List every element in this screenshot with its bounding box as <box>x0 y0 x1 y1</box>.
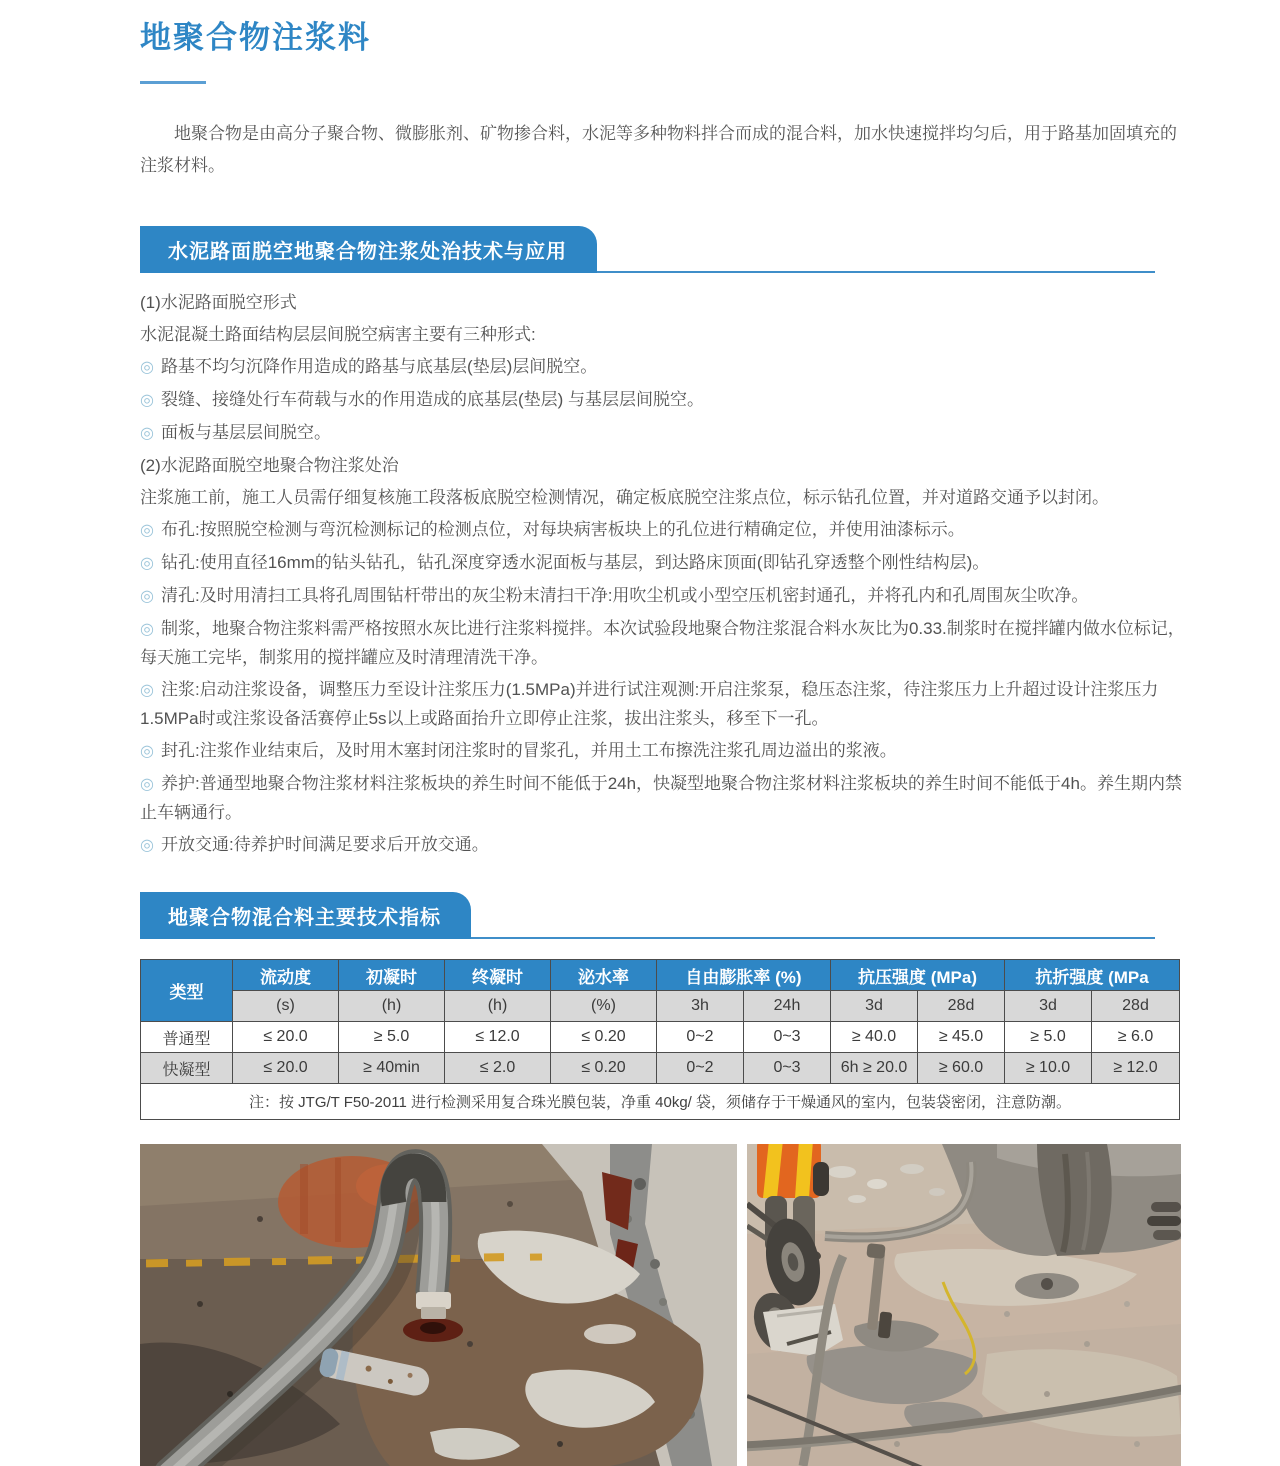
table-group-header: 抗折强度 (MPa <box>1005 960 1180 991</box>
section2-banner-row <box>140 892 1155 939</box>
table-unit-cell: 3d <box>831 991 918 1022</box>
spec-table <box>140 959 1180 1120</box>
table-value-cell: 0~3 <box>744 1053 831 1084</box>
table-value-cell: ≥ 40min <box>339 1053 445 1084</box>
bullet-icon: ◎ <box>140 837 154 854</box>
table-unit-cell: (h) <box>445 991 551 1022</box>
section1-banner-row <box>140 226 1155 273</box>
body-paragraph: ◎ 开放交通:待养护时间满足要求后开放交通。 <box>140 835 489 854</box>
table-value-cell: ≤ 2.0 <box>445 1053 551 1084</box>
body-paragraph: 水泥混凝土路面结构层层间脱空病害主要有三种形式: <box>140 325 536 344</box>
table-unit-cell: 28d <box>1092 991 1180 1022</box>
photo-grouting-site <box>747 1144 1181 1466</box>
body-paragraph: ◎ 清孔:及时用清扫工具将孔周围钻杆带出的灰尘粉末清扫干净:用吹尘机或小型空压机密封通孔，并将孔内和孔周围灰尘吹净。 <box>140 586 1089 605</box>
table-unit-cell: (s) <box>233 991 339 1022</box>
section2-banner: 地聚合物混合料主要技术指标 <box>140 892 471 939</box>
pavement-grouting-illustration <box>140 1144 737 1466</box>
table-units-row <box>141 991 1180 1022</box>
table-group-header: 抗压强度 (MPa) <box>831 960 1005 991</box>
table-value-cell: ≤ 0.20 <box>551 1053 657 1084</box>
body-paragraph: ◎ 注浆:启动注浆设备，调整压力至设计注浆压力(1.5MPa)并进行试注观测:开启注浆泵，稳压态注浆，待注浆压力上升超过设计注浆压力1.5MPa时或注浆设备活赛停止5s以上或路面抬升立即停止注浆，拔出注浆头，移至下一孔。 <box>140 680 1159 728</box>
table-value-cell: ≥ 10.0 <box>1005 1053 1092 1084</box>
table-unit-cell: (%) <box>551 991 657 1022</box>
title-underline <box>140 81 206 84</box>
table-value-cell: ≤ 20.0 <box>233 1053 339 1084</box>
section1-banner: 水泥路面脱空地聚合物注浆处治技术与应用 <box>140 226 597 273</box>
section1-body <box>140 287 1185 862</box>
worksite-grouting-illustration <box>747 1144 1181 1466</box>
table-value-cell: ≥ 6.0 <box>1092 1022 1180 1053</box>
table-value-cell: 6h ≥ 20.0 <box>831 1053 918 1084</box>
body-paragraph: 注浆施工前，施工人员需仔细复核施工段落板底脱空检测情况，确定板底脱空注浆点位，标示钻孔位置，并对道路交通予以封闭。 <box>140 488 1109 507</box>
table-header-cell: 初凝时 <box>339 960 445 991</box>
bullet-icon: ◎ <box>140 743 154 760</box>
table-header-cell: 泌水率 <box>551 960 657 991</box>
table-value-cell: 0~2 <box>657 1022 744 1053</box>
bullet-icon: ◎ <box>140 776 154 793</box>
table-header-row <box>141 960 1180 991</box>
table-note-row <box>141 1084 1180 1120</box>
body-paragraph: ◎ 面板与基层层间脱空。 <box>140 423 331 442</box>
table-value-cell: ≥ 60.0 <box>918 1053 1005 1084</box>
intro-paragraph: 地聚合物是由高分子聚合物、微膨胀剂、矿物掺合料，水泥等多种物料拌合而成的混合料，加水快速搅拌均匀后，用于路基加固填充的注浆材料。 <box>140 124 1177 175</box>
table-value-cell: ≥ 5.0 <box>1005 1022 1092 1053</box>
bullet-icon: ◎ <box>140 682 154 699</box>
table-value-cell: ≥ 5.0 <box>339 1022 445 1053</box>
body-paragraph: ◎ 布孔:按照脱空检测与弯沉检测标记的检测点位，对每块病害板块上的孔位进行精确定位，并使用油漆标示。 <box>140 520 965 539</box>
bullet-icon: ◎ <box>140 522 154 539</box>
table-header-cell: 流动度 <box>233 960 339 991</box>
table-note: 注：按 JTG/T F50-2011 进行检测采用复合珠光膜包装，净重 40kg/ 袋，须储存于干燥通风的室内，包装袋密闭，注意防潮。 <box>141 1084 1180 1120</box>
table-row-label: 快凝型 <box>141 1053 233 1084</box>
bullet-icon: ◎ <box>140 588 154 605</box>
banner-underline <box>597 271 1155 273</box>
body-paragraph: ◎ 养护:普通型地聚合物注浆材料注浆板块的养生时间不能低于24h，快凝型地聚合物注浆材料注浆板块的养生时间不能低于4h。养生期内禁止车辆通行。 <box>140 774 1182 822</box>
body-paragraph: ◎ 制浆，地聚合物注浆料需严格按照水灰比进行注浆料搅拌。本次试验段地聚合物注浆混合料水灰比为0.33.制浆时在搅拌罐内做水位标记，每天施工完毕，制浆用的搅拌罐应及时清理清洗干净。 <box>140 619 1185 667</box>
table-value-cell: ≥ 40.0 <box>831 1022 918 1053</box>
body-paragraph: (1)水泥路面脱空形式 <box>140 293 297 312</box>
table-value-cell: 0~2 <box>657 1053 744 1084</box>
table-unit-cell: 28d <box>918 991 1005 1022</box>
body-paragraph: ◎ 钻孔:使用直径16mm的钻头钻孔，钻孔深度穿透水泥面板与基层，到达路床顶面(即钻孔穿透整个刚性结构层)。 <box>140 553 990 572</box>
bullet-icon: ◎ <box>140 425 154 442</box>
table-unit-cell: 24h <box>744 991 831 1022</box>
table-value-cell: ≤ 20.0 <box>233 1022 339 1053</box>
body-paragraph: (2)水泥路面脱空地聚合物注浆处治 <box>140 456 399 475</box>
body-paragraph: ◎ 路基不均匀沉降作用造成的路基与底基层(垫层)层间脱空。 <box>140 357 598 376</box>
banner-underline <box>471 937 1155 939</box>
table-value-cell: ≤ 0.20 <box>551 1022 657 1053</box>
bullet-icon: ◎ <box>140 555 154 572</box>
photo-grouting-point <box>140 1144 737 1466</box>
table-unit-cell: 3d <box>1005 991 1092 1022</box>
page-title: 地聚合物注浆料 <box>140 20 371 55</box>
table-value-cell: ≥ 12.0 <box>1092 1053 1180 1084</box>
bullet-icon: ◎ <box>140 392 154 409</box>
table-row <box>141 1022 1180 1053</box>
table-unit-cell: (h) <box>339 991 445 1022</box>
body-paragraph: ◎ 裂缝、接缝处行车荷载与水的作用造成的底基层(垫层) 与基层层间脱空。 <box>140 390 705 409</box>
table-header-cell: 终凝时 <box>445 960 551 991</box>
bullet-icon: ◎ <box>140 359 154 376</box>
table-value-cell: 0~3 <box>744 1022 831 1053</box>
table-value-cell: ≥ 45.0 <box>918 1022 1005 1053</box>
bullet-icon: ◎ <box>140 621 154 638</box>
table-unit-cell: 3h <box>657 991 744 1022</box>
table-group-header: 自由膨胀率 (%) <box>657 960 831 991</box>
photo-row <box>140 1144 1185 1466</box>
body-paragraph: ◎ 封孔:注浆作业结束后，及时用木塞封闭注浆时的冒浆孔，并用土工布擦洗注浆孔周边溢出的浆液。 <box>140 741 897 760</box>
table-row-label: 普通型 <box>141 1022 233 1053</box>
table-value-cell: ≤ 12.0 <box>445 1022 551 1053</box>
table-row <box>141 1053 1180 1084</box>
table-corner-header: 类型 <box>141 960 233 1022</box>
